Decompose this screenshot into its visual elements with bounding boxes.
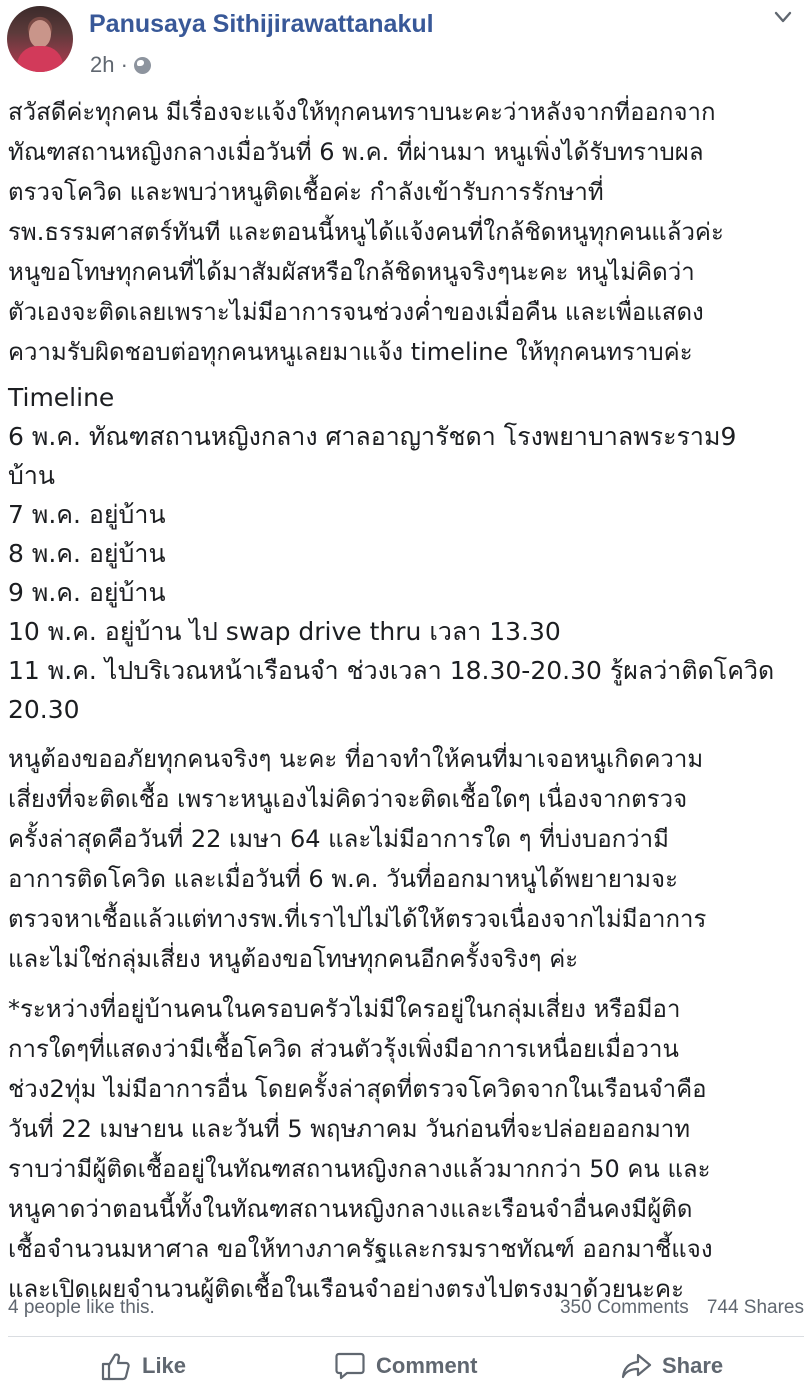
like-button[interactable] [100,1350,186,1382]
text-line: ครั้งล่าสุดคือวันที่ 22 เมษา 64 และไม่มีอาการใด ๆ ที่บ่งบอกว่ามี [8,825,669,853]
post-time[interactable]: 2h · [90,52,128,77]
timeline-heading: Timeline [8,383,115,412]
timeline-item: 10 พ.ค. อยู่บ้าน ไป swap drive thru เวลา 13.30 [8,617,561,646]
comments-count[interactable]: 350 Comments [559,1297,689,1318]
divider [8,1336,804,1337]
globe-icon [134,57,151,74]
action-bar [0,1350,812,1394]
thumbs-up-icon [100,1350,132,1382]
text-line: สวัสดีค่ะทุกคน มีเรื่องจะแจ้งให้ทุกคนทราบนะคะว่าหลังจากที่ออกจาก [8,98,716,126]
timeline-list [8,378,808,729]
comment-label: Comment [376,1353,478,1378]
text-line: การใดๆที่แสดงว่ามีเชื้อโควิด ส่วนตัวรุ้งเพิ่งมีอาการเหนื่อยเมื่อวาน [8,1035,679,1063]
timeline-item: 9 พ.ค. อยู่บ้าน [8,578,166,607]
text-line: หนูต้องขออภัยทุกคนจริงๆ นะคะ ที่อาจทำให้คนที่มาเจอหนูเกิดความ [8,745,704,773]
text-line: และไม่ใช่กลุ่มเสี่ยง หนูต้องขอโทษทุกคนอีกครั้งจริงๆ ค่ะ [8,945,579,973]
timeline-item: 6 พ.ค. ทัณฑสถานหญิงกลาง ศาลอาญารัชดา โรงพยาบาลพระราม9 [8,422,737,451]
text-line: หนูคาดว่าตอนนี้ทั้งในทัณฑสถานหญิงกลางและเรือนจำอื่นคงมีผู้ติด [8,1195,693,1223]
post-paragraph [8,92,808,372]
text-line: ช่วง2ทุ่ม ไม่มีอาการอื่น โดยครั้งล่าสุดที่ตรวจโควิดจากในเรือนจำคือ [8,1075,707,1103]
comment-button[interactable] [334,1350,477,1382]
timeline-item: 7 พ.ค. อยู่บ้าน [8,500,166,529]
text-line: เชื้อจำนวนมหาศาล ขอให้ทางภาครัฐและกรมราชทัณฑ์ ออกมาชี้แจง [8,1235,713,1263]
shares-count[interactable]: 744 Shares [706,1297,804,1318]
timeline-item: บ้าน [8,461,55,490]
text-line: ราบว่ามีผู้ติดเชื้ออยู่ในทัณฑสถานหญิงกลางแล้วมากกว่า 50 คน และ [8,1155,711,1183]
comment-icon [334,1350,366,1382]
text-line: เสี่ยงที่จะติดเชื้อ เพราะหนูเองไม่คิดว่าจะติดเชื้อใดๆ เนื่องจากตรวจ [8,785,688,813]
likes-count[interactable]: 4 people like this. [8,1297,155,1318]
text-line: ตรวจหาเชื้อแล้วแต่ทางรพ.ที่เราไปไม่ได้ให้ตรวจเนื่องจากไม่มีอาการ [8,905,707,933]
text-line: หนูขอโทษทุกคนที่ได้มาสัมผัสหรือใกล้ชิดหนูจริงๆนะคะ หนูไม่คิดว่า [8,258,695,286]
post-body [8,92,808,1309]
text-line: ตัวเองจะติดเลยเพราะไม่มีอาการจนช่วงค่ำของเมื่อคืน และเพื่อแสดง [8,298,704,326]
text-line: ตรวจโควิด และพบว่าหนูติดเชื้อค่ะ กำลังเข้ารับการรักษาที่ [8,178,604,206]
share-arrow-icon [620,1350,652,1382]
post-header [0,0,812,90]
avatar[interactable] [7,6,73,72]
text-line: วันที่ 22 เมษายน และวันที่ 5 พฤษภาคม วันก่อนที่จะปล่อยออกมาท [8,1115,691,1143]
text-line: รพ.ธรรมศาสตร์ทันที และตอนนี้หนูได้แจ้งคนที่ใกล้ชิดหนูทุกคนแล้วค่ะ [8,218,724,246]
like-label: Like [142,1353,187,1378]
post-paragraph [8,989,808,1309]
text-line: อาการติดโควิด และเมื่อวันที่ 6 พ.ค. วันที่ออกมาหนูได้พยายามจะ [8,865,679,893]
post-meta [90,52,151,78]
timeline-item: 11 พ.ค. ไปบริเวณหน้าเรือนจำ ช่วงเวลา 18.30-20.30 รู้ผลว่าติดโควิด [8,656,775,685]
text-line: ทัณฑสถานหญิงกลางเมื่อวันที่ 6 พ.ค. ที่ผ่านมา หนูเพิ่งได้รับทราบผล [8,138,704,166]
text-line: *ระหว่างที่อยู่บ้านคนในครอบครัวไม่มีใครอยู่ในกลุ่มเสี่ยง หรือมีอา [8,995,681,1023]
text-line: ความรับผิดชอบต่อทุกคนหนูเลยมาแจ้ง timeline ให้ทุกคนทราบค่ะ [8,338,693,366]
timeline-item: 20.30 [8,695,80,724]
timeline-item: 8 พ.ค. อยู่บ้าน [8,539,166,568]
share-button[interactable] [620,1350,723,1382]
author-name[interactable]: Panusaya Sithijirawattanakul [89,10,434,38]
chevron-down-icon[interactable] [772,6,794,28]
text-line: และเปิดเผยจำนวนผู้ติดเชื้อในเรือนจำอย่างตรงไปตรงมาด้วยนะคะ [8,1275,684,1303]
share-label: Share [662,1353,724,1378]
post-paragraph [8,739,808,979]
